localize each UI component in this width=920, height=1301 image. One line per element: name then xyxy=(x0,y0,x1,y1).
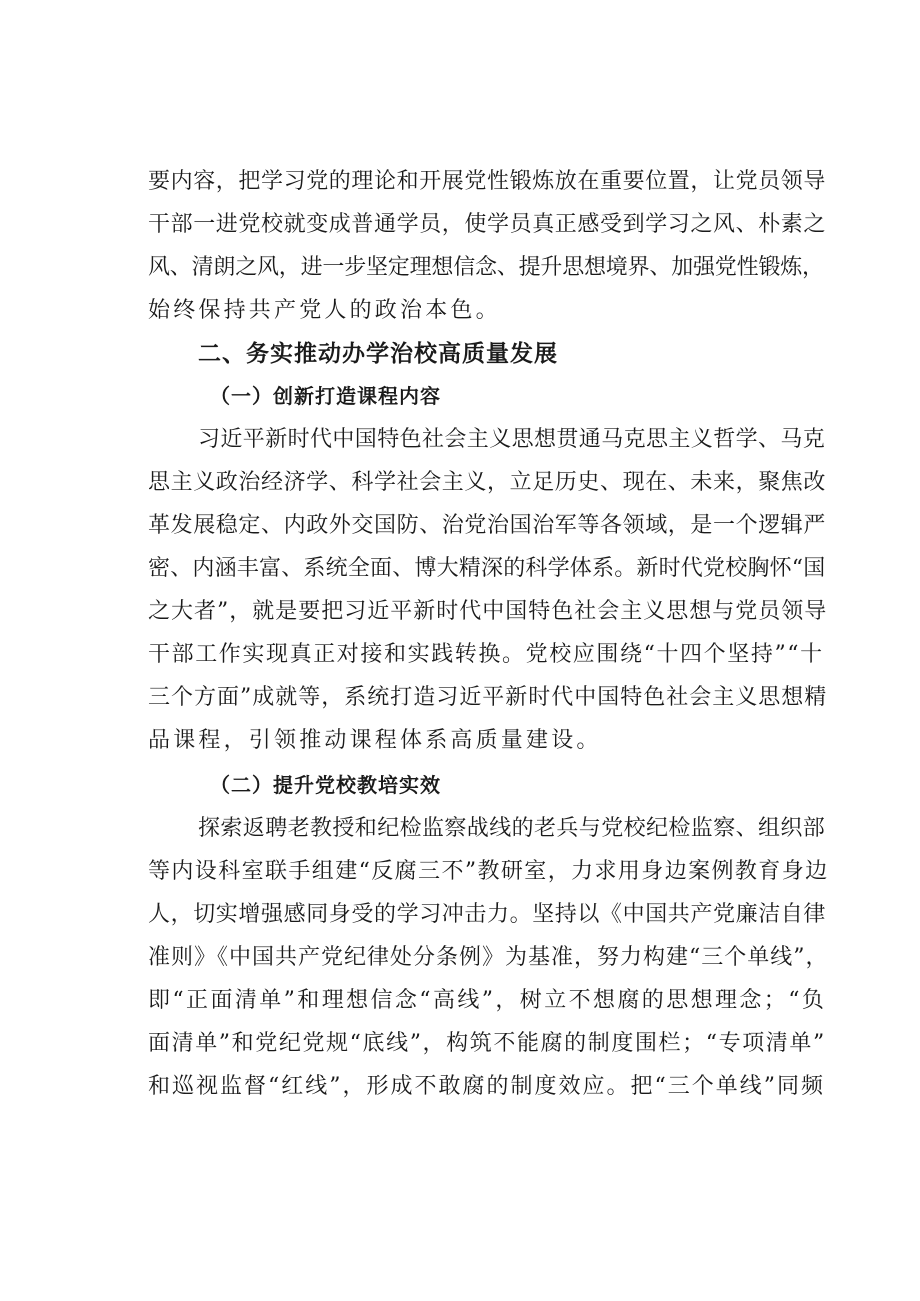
body-text-line: 干部一进党校就变成普通学员，使学员真正感受到学习之风、朴素之 xyxy=(148,212,827,237)
body-text-line: 等内设科室联手组建“反腐三不”教研室，力求用身边案例教育身边 xyxy=(148,859,829,884)
section-heading: 二、务实推动办学治校高质量发展 xyxy=(198,341,558,367)
body-text-line: 面清单”和党纪党规“底线”，构筑不能腐的制度围栏；“专项清单” xyxy=(148,1031,826,1056)
body-text-line: 准则》《中国共产党纪律处分条例》为基准，努力构建“三个单线”， xyxy=(148,945,829,970)
body-text-line: 始终保持共产党人的政治本色。 xyxy=(148,298,501,323)
body-text-line: 和巡视监督“红线”，形成不敢腐的制度效应。把“三个单线”同频 xyxy=(148,1074,825,1099)
body-text-line: 习近平新时代中国特色社会主义思想贯通马克思主义哲学、马克 xyxy=(198,427,826,452)
subsection-heading: （一）创新打造课程内容 xyxy=(210,384,441,408)
body-text-line: 人，切实增强感同身受的学习冲击力。坚持以《中国共产党廉洁自律 xyxy=(148,902,827,927)
body-text-line: 要内容，把学习党的理论和开展党性锻炼放在重要位置，让党员领导 xyxy=(148,169,827,194)
body-text-line: 之大者”，就是要把习近平新时代中国特色社会主义思想与党员领导 xyxy=(148,599,828,624)
body-text-line: 革发展稳定、内政外交国防、治党治国治军等各领域，是一个逻辑严 xyxy=(148,513,827,538)
body-text-line: 即“正面清单”和理想信念“高线”，树立不想腐的思想理念；“负 xyxy=(148,988,827,1013)
body-text-line: 密、内涵丰富、系统全面、博大精深的科学体系。新时代党校胸怀“国 xyxy=(148,556,826,581)
body-text-line: 三个方面”成就等，系统打造习近平新时代中国特色社会主义思想精 xyxy=(148,685,828,710)
subsection-heading: （二）提升党校教培实效 xyxy=(210,773,441,797)
body-text-line: 干部工作实现真正对接和实践转换。党校应围绕“十四个坚持”“十 xyxy=(148,642,824,667)
body-text-line: 风、清朗之风，进一步坚定理想信念、提升思想境界、加强党性锻炼， xyxy=(148,255,824,280)
body-text-line: 品课程，引领推动课程体系高质量建设。 xyxy=(148,728,602,753)
body-text-line: 探索返聘老教授和纪检监察战线的老兵与党校纪检监察、组织部 xyxy=(198,816,826,841)
body-text-line: 思主义政治经济学、科学社会主义，立足历史、现在、未来，聚焦改 xyxy=(148,470,827,495)
